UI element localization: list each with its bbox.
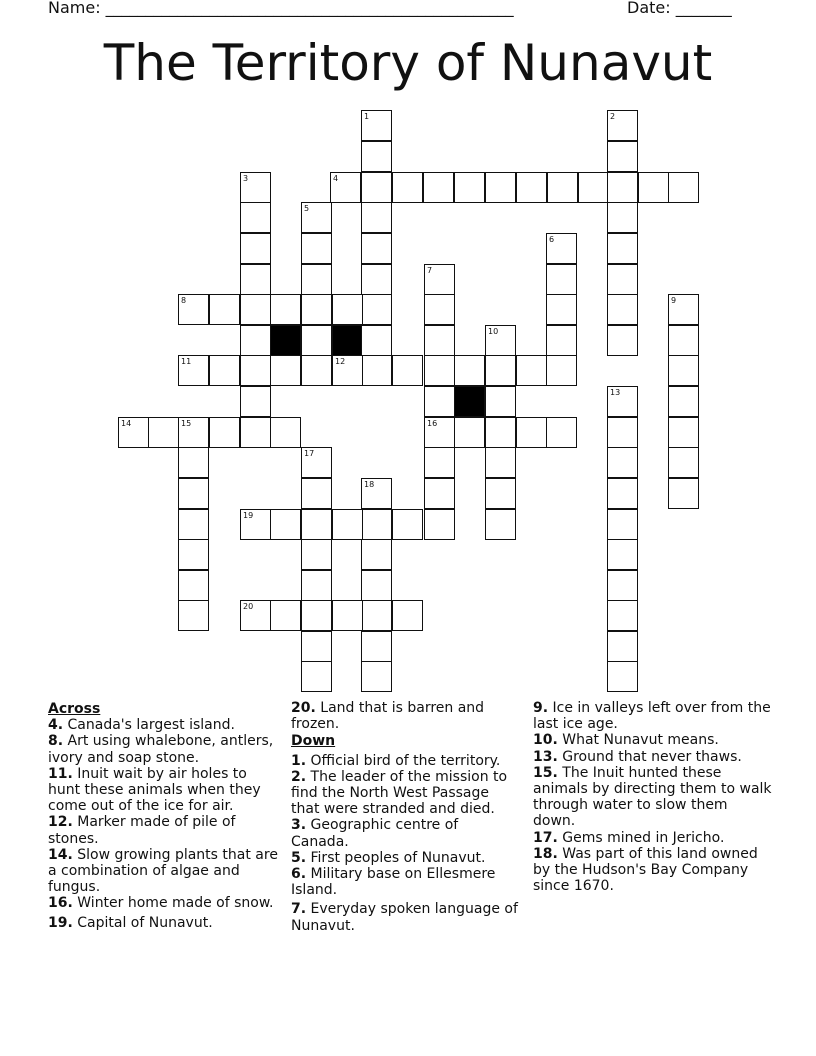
grid-cell[interactable]: [361, 539, 392, 570]
clue-number-7: 7: [427, 266, 433, 275]
clue-across-8: 8. Art using whalebone, antlers, ivory and soap stone.: [48, 733, 274, 766]
grid-cell[interactable]: [546, 417, 577, 448]
grid-cell[interactable]: [607, 539, 638, 570]
clue-number-10: 10: [488, 327, 499, 336]
grid-cell[interactable]: [270, 417, 301, 448]
grid-cell[interactable]: [546, 294, 577, 325]
grid-cell[interactable]: [392, 509, 423, 540]
grid-cell[interactable]: [301, 325, 332, 356]
clue-across-20: 20. Land that is barren and frozen.: [291, 700, 485, 733]
grid-cell[interactable]: [301, 478, 332, 509]
grid-cell[interactable]: [424, 294, 455, 325]
clue-down-10: 10. What Nunavut means.: [533, 732, 719, 749]
grid-cell[interactable]: [392, 355, 423, 386]
grid-cell[interactable]: [607, 325, 638, 356]
grid-cell[interactable]: [607, 264, 638, 295]
grid-cell[interactable]: [361, 141, 392, 172]
grid-cell[interactable]: [148, 417, 179, 448]
grid-cell[interactable]: [209, 417, 240, 448]
clue-number-9: 9: [671, 296, 677, 305]
grid-cell[interactable]: [270, 509, 301, 540]
clue-number-8: 8: [181, 296, 187, 305]
grid-cell[interactable]: [361, 294, 392, 325]
grid-cell[interactable]: [668, 355, 699, 386]
clue-number-18: 18: [364, 480, 375, 489]
grid-cell[interactable]: [547, 172, 578, 203]
grid-cell[interactable]: [485, 386, 516, 417]
grid-cell[interactable]: [454, 355, 485, 386]
grid-cell[interactable]: [209, 355, 240, 386]
grid-cell[interactable]: [178, 570, 209, 601]
grid-cell[interactable]: [301, 600, 332, 631]
grid-cell[interactable]: [301, 509, 332, 540]
grid-cell[interactable]: [485, 417, 516, 448]
clue-number-14: 14: [121, 419, 132, 428]
clue-down-5: 5. First peoples of Nunavut.: [291, 849, 486, 866]
grid-cell[interactable]: [178, 600, 209, 631]
clue-number-19: 19: [243, 511, 254, 520]
date-field-label: Date: _______: [627, 0, 732, 17]
clue-across-4: 4. Canada's largest island.: [48, 717, 235, 734]
clue-number-6: 6: [549, 235, 555, 244]
grid-cell[interactable]: [361, 600, 392, 631]
clue-across-12: 12. Marker made of pile of stones.: [48, 814, 236, 847]
grid-cell[interactable]: [607, 417, 638, 448]
grid-cell[interactable]: [668, 172, 699, 203]
clue-number-11: 11: [181, 357, 192, 366]
grid-cell[interactable]: [392, 600, 423, 631]
grid-cell[interactable]: [301, 570, 332, 601]
grid-cell[interactable]: [607, 233, 638, 264]
grid-cell[interactable]: [546, 355, 577, 386]
grid-cell[interactable]: [361, 661, 392, 692]
clues-column-1: [48, 700, 280, 931]
grid-cell[interactable]: [301, 355, 332, 386]
grid-block: [454, 386, 485, 417]
clue-number-3: 3: [243, 174, 249, 183]
grid-cell[interactable]: [668, 447, 699, 478]
grid-cell[interactable]: [607, 570, 638, 601]
clue-down-2: 2. The leader of the mission to find the North West Passage that were stranded and died.: [291, 768, 508, 818]
grid-cell[interactable]: [332, 509, 363, 540]
grid-cell[interactable]: [240, 294, 271, 325]
clues-column-2: [291, 700, 519, 934]
grid-cell[interactable]: [178, 447, 209, 478]
clue-number-20: 20: [243, 602, 254, 611]
grid-cell[interactable]: [240, 386, 271, 417]
grid-cell[interactable]: [607, 202, 638, 233]
page-title: The Territory of Nunavut: [103, 34, 713, 92]
clue-number-2: 2: [610, 112, 616, 121]
grid-block: [270, 325, 301, 356]
grid-cell[interactable]: [361, 631, 392, 662]
grid-cell[interactable]: [607, 141, 638, 172]
clue-down-15: 15. The Inuit hunted these animals by directing them to walk through water to slow them down.: [533, 764, 772, 830]
grid-cell[interactable]: [485, 355, 516, 386]
grid-cell[interactable]: [301, 264, 332, 295]
grid-cell[interactable]: [301, 661, 332, 692]
clues-column-3: [533, 700, 773, 894]
across-heading: Across: [48, 701, 101, 717]
clue-down-6: 6. Military base on Ellesmere Island.: [291, 866, 496, 899]
grid-cell[interactable]: [607, 631, 638, 662]
clue-across-16: 16. Winter home made of snow.: [48, 895, 274, 912]
clue-down-13: 13. Ground that never thaws.: [533, 748, 742, 765]
grid-cell[interactable]: [668, 325, 699, 356]
grid-cell[interactable]: [301, 539, 332, 570]
grid-cell[interactable]: [638, 172, 669, 203]
grid-cell[interactable]: [240, 233, 271, 264]
grid-cell[interactable]: [516, 355, 547, 386]
clue-across-14: 14. Slow growing plants that are a combination of algae and fungus.: [48, 846, 278, 896]
grid-cell[interactable]: [424, 447, 455, 478]
grid-cell[interactable]: [668, 386, 699, 417]
grid-cell[interactable]: [454, 172, 485, 203]
clue-down-1: 1. Official bird of the territory.: [291, 752, 501, 769]
grid-cell[interactable]: [361, 355, 392, 386]
grid-cell[interactable]: [301, 233, 332, 264]
clue-number-13: 13: [610, 388, 621, 397]
grid-cell[interactable]: [607, 478, 638, 509]
grid-cell[interactable]: [546, 264, 577, 295]
grid-cell[interactable]: [301, 294, 332, 325]
grid-cell[interactable]: [270, 600, 301, 631]
grid-cell[interactable]: [546, 325, 577, 356]
grid-cell[interactable]: [361, 570, 392, 601]
grid-cell[interactable]: [607, 447, 638, 478]
grid-cell[interactable]: [332, 600, 363, 631]
clue-down-18: 18. Was part of this land owned by the Hudson's Bay Company since 1670.: [533, 845, 758, 895]
grid-cell[interactable]: [516, 172, 547, 203]
grid-cell[interactable]: [361, 202, 392, 233]
grid-cell[interactable]: [485, 478, 516, 509]
grid-cell[interactable]: [240, 264, 271, 295]
grid-cell[interactable]: [668, 478, 699, 509]
grid-cell[interactable]: [209, 294, 240, 325]
grid-cell[interactable]: [361, 325, 392, 356]
grid-cell[interactable]: [270, 294, 301, 325]
grid-cell[interactable]: [240, 355, 271, 386]
grid-cell[interactable]: [485, 447, 516, 478]
down-heading: Down: [291, 733, 336, 750]
grid-cell[interactable]: [178, 539, 209, 570]
grid-cell[interactable]: [178, 509, 209, 540]
grid-cell[interactable]: [607, 172, 638, 203]
clue-number-5: 5: [304, 204, 310, 213]
grid-cell[interactable]: [424, 509, 455, 540]
grid-cell[interactable]: [424, 325, 455, 356]
grid-cell[interactable]: [607, 509, 638, 540]
grid-block: [332, 325, 363, 356]
clue-number-16: 16: [427, 419, 438, 428]
grid-cell[interactable]: [607, 294, 638, 325]
grid-cell[interactable]: [361, 233, 392, 264]
grid-cell[interactable]: [516, 417, 547, 448]
grid-cell[interactable]: [424, 355, 455, 386]
clue-down-17: 17. Gems mined in Jericho.: [533, 829, 725, 846]
grid-cell[interactable]: [361, 264, 392, 295]
grid-cell[interactable]: [423, 172, 454, 203]
name-field-label: Name: ___________________________________________________: [48, 0, 514, 17]
clue-down-3: 3. Geographic centre of Canada.: [291, 817, 459, 850]
grid-cell[interactable]: [607, 600, 638, 631]
grid-cell[interactable]: [392, 172, 423, 203]
clue-down-9: 9. Ice in valleys left over from the last ice age.: [533, 700, 771, 733]
grid-cell[interactable]: [454, 417, 485, 448]
clue-across-19: 19. Capital of Nunavut.: [48, 914, 213, 931]
grid-cell[interactable]: [301, 631, 332, 662]
clue-number-4: 4: [333, 174, 339, 183]
clue-number-12: 12: [335, 357, 346, 366]
grid-cell[interactable]: [424, 478, 455, 509]
grid-cell[interactable]: [607, 661, 638, 692]
clue-down-7: 7. Everyday spoken language of Nunavut.: [291, 901, 518, 934]
grid-cell[interactable]: [332, 294, 363, 325]
grid-cell[interactable]: [485, 509, 516, 540]
grid-cell[interactable]: [424, 386, 455, 417]
clue-number-17: 17: [304, 449, 315, 458]
grid-cell[interactable]: [178, 478, 209, 509]
grid-cell[interactable]: [668, 417, 699, 448]
grid-cell[interactable]: [361, 172, 392, 203]
grid-cell[interactable]: [240, 202, 271, 233]
clue-number-1: 1: [364, 112, 370, 121]
clue-number-15: 15: [181, 419, 192, 428]
grid-cell[interactable]: [485, 172, 516, 203]
grid-cell[interactable]: [578, 172, 609, 203]
grid-cell[interactable]: [240, 417, 271, 448]
grid-cell[interactable]: [270, 355, 301, 386]
grid-cell[interactable]: [240, 325, 271, 356]
grid-cell[interactable]: [361, 509, 392, 540]
clue-across-11: 11. Inuit wait by air holes to hunt these animals when they come out of the ice for air.: [48, 765, 261, 815]
